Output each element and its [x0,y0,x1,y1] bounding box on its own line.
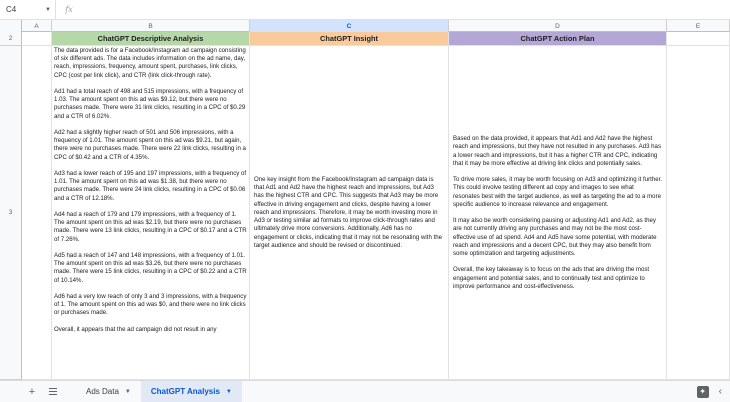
explore-icon[interactable]: ✦ [697,386,709,398]
row-header-2[interactable]: 2 [0,32,22,46]
tab-chatgpt-analysis[interactable] [141,381,242,402]
all-sheets-icon[interactable] [42,381,64,402]
insight-text: One key insight from the Facebook/Instagram ad campaign data is that Ad1 and Ad2 have the highest reach and impressions, but Ad3 has the highest CTR and CPC. This suggests that Ad3 may be more effective in driving engagement and clicks, despite having a lower reach and impressions. Therefore, it may be worth investing more in Ad3 or testing similar ad formats to improve click-through rates and ultimately drive more conversions. Additionally, Ad6 has no engagement or clicks, indicating that it may not be resonating with the target audience and should be revised or discontinued. [254,176,442,249]
header-insight[interactable]: ChatGPT Insight [250,32,449,46]
cell-a3[interactable] [22,46,52,380]
tab-ads-data[interactable] [76,381,141,402]
cell-a2[interactable] [22,32,52,46]
tab-caret-icon[interactable]: ▼ [225,388,232,395]
analysis-paragraph: Overall, it appears that the ad campaign did not result in any [54,325,217,333]
cell-insight[interactable] [250,46,449,380]
action-paragraph: It may also be worth considering pausing or adjusting Ad1 and Ad2, as they are not currently driving any purchases and may not be the most cost-effective use of ad spend. Ad4 and Ad5 have some potential, with moderate reach and impressions and a decent CPC, but they may also benefit from some optimization and targeting adjustments. [453,217,657,257]
name-box-value: C4 [6,5,17,14]
collapse-chevron-icon[interactable]: ‹ [718,386,722,397]
column-header-b[interactable]: B [52,20,250,32]
column-headers [0,20,730,32]
analysis-paragraph: Ad5 had a reach of 147 and 148 impressions, with a frequency of 1.01. The amount spent on this ad was $3.26, but there were no purchases made. There were 15 link clicks, resulting in a CPC of $0.22 and a CTR of 10.14%. [54,252,247,284]
cell-e2[interactable] [667,32,730,46]
tab-caret-icon[interactable]: ▼ [124,388,131,395]
name-box[interactable] [0,0,56,19]
tab-label: Ads Data [86,387,119,396]
cell-e3[interactable] [667,46,730,380]
analysis-paragraph: Ad2 had a slightly higher reach of 501 and 506 impressions, with a frequency of 1.01. The amount spent on this ad was $9.21, but again, there were no purchases made. There were 22 link clicks, resulting in a CPC of $0.42 and a CTR of 4.35%. [54,129,246,161]
row-header-3[interactable]: 3 [0,46,22,380]
add-sheet-icon[interactable]: + [28,385,36,398]
tab-label: ChatGPT Analysis [150,387,220,396]
select-all-corner[interactable] [0,20,22,32]
cell-action-plan[interactable] [449,46,667,380]
fx-icon: fx [65,5,73,14]
cell-descriptive-analysis[interactable] [52,46,250,380]
analysis-paragraph: Ad1 had a total reach of 498 and 515 impressions, with a frequency of 1.03. The amount spent on this ad was $9.12, but there were no purchases made. There were 31 link clicks, resulting in a CPC of $0.29 and a CTR of 6.02%. [54,88,246,120]
analysis-paragraph: Ad6 had a very low reach of only 3 and 3 impressions, with a frequency of 1. The amount spent on this ad was $0, and there were no link clicks or purchases made. [54,293,247,317]
column-header-e[interactable]: E [667,20,730,32]
formula-input[interactable] [82,0,730,19]
sheet-tab-bar [0,380,730,402]
column-header-c[interactable]: C [250,20,449,32]
action-paragraph: Overall, the key takeaway is to focus on the ads that are driving the most engagement and potential sales, and to continually test and optimize to improve performance and cost-effectiveness. [453,266,650,290]
name-box-caret-icon[interactable]: ▼ [45,6,51,13]
header-descriptive-analysis[interactable]: ChatGPT Descriptive Analysis [52,32,250,46]
analysis-paragraph: Ad4 had a reach of 179 and 179 impressions, with a frequency of 1. The amount spent on this ad was $2.19, but there were no purchases made. There were 13 link clicks, resulting in a CPC of $0.17 and a CTR of 7.26%. [54,211,247,243]
column-header-a[interactable]: A [22,20,52,32]
action-paragraph: Based on the data provided, it appears that Ad1 and Ad2 have the highest reach and impressions, but they have not resulted in any purchases. Ad3 has a lower reach and impressions, but it has a higher CTR and CPC, indicating that it may be more effective at driving link clicks and potentially sales. [453,135,661,167]
action-paragraph: To drive more sales, it may be worth focusing on Ad3 and optimizing it further. This could involve testing different ad copy and images to see what resonates best with the target audience, as well as targeting the ad to a more specific audience to increase relevance and engagement. [453,176,662,208]
formula-bar [0,0,730,20]
analysis-paragraph: The data provided is for a Facebook/Instagram ad campaign consisting of six different ads. The data includes information on the ad name, day, reach, impressions, frequency, amount spent, purchases, link clicks, CPC (cost per link click), and CTR (link click-through rate). [54,47,246,79]
column-header-d[interactable]: D [449,20,667,32]
header-action-plan[interactable]: ChatGPT Action Plan [449,32,667,46]
analysis-paragraph: Ad3 had a lower reach of 195 and 197 impressions, with a frequency of 1.01. The amount spent on this ad was $1.38, but there were no purchases made. There were 24 link clicks, resulting in a CPC of $0.06 and a CTR of 12.18%. [54,170,247,202]
